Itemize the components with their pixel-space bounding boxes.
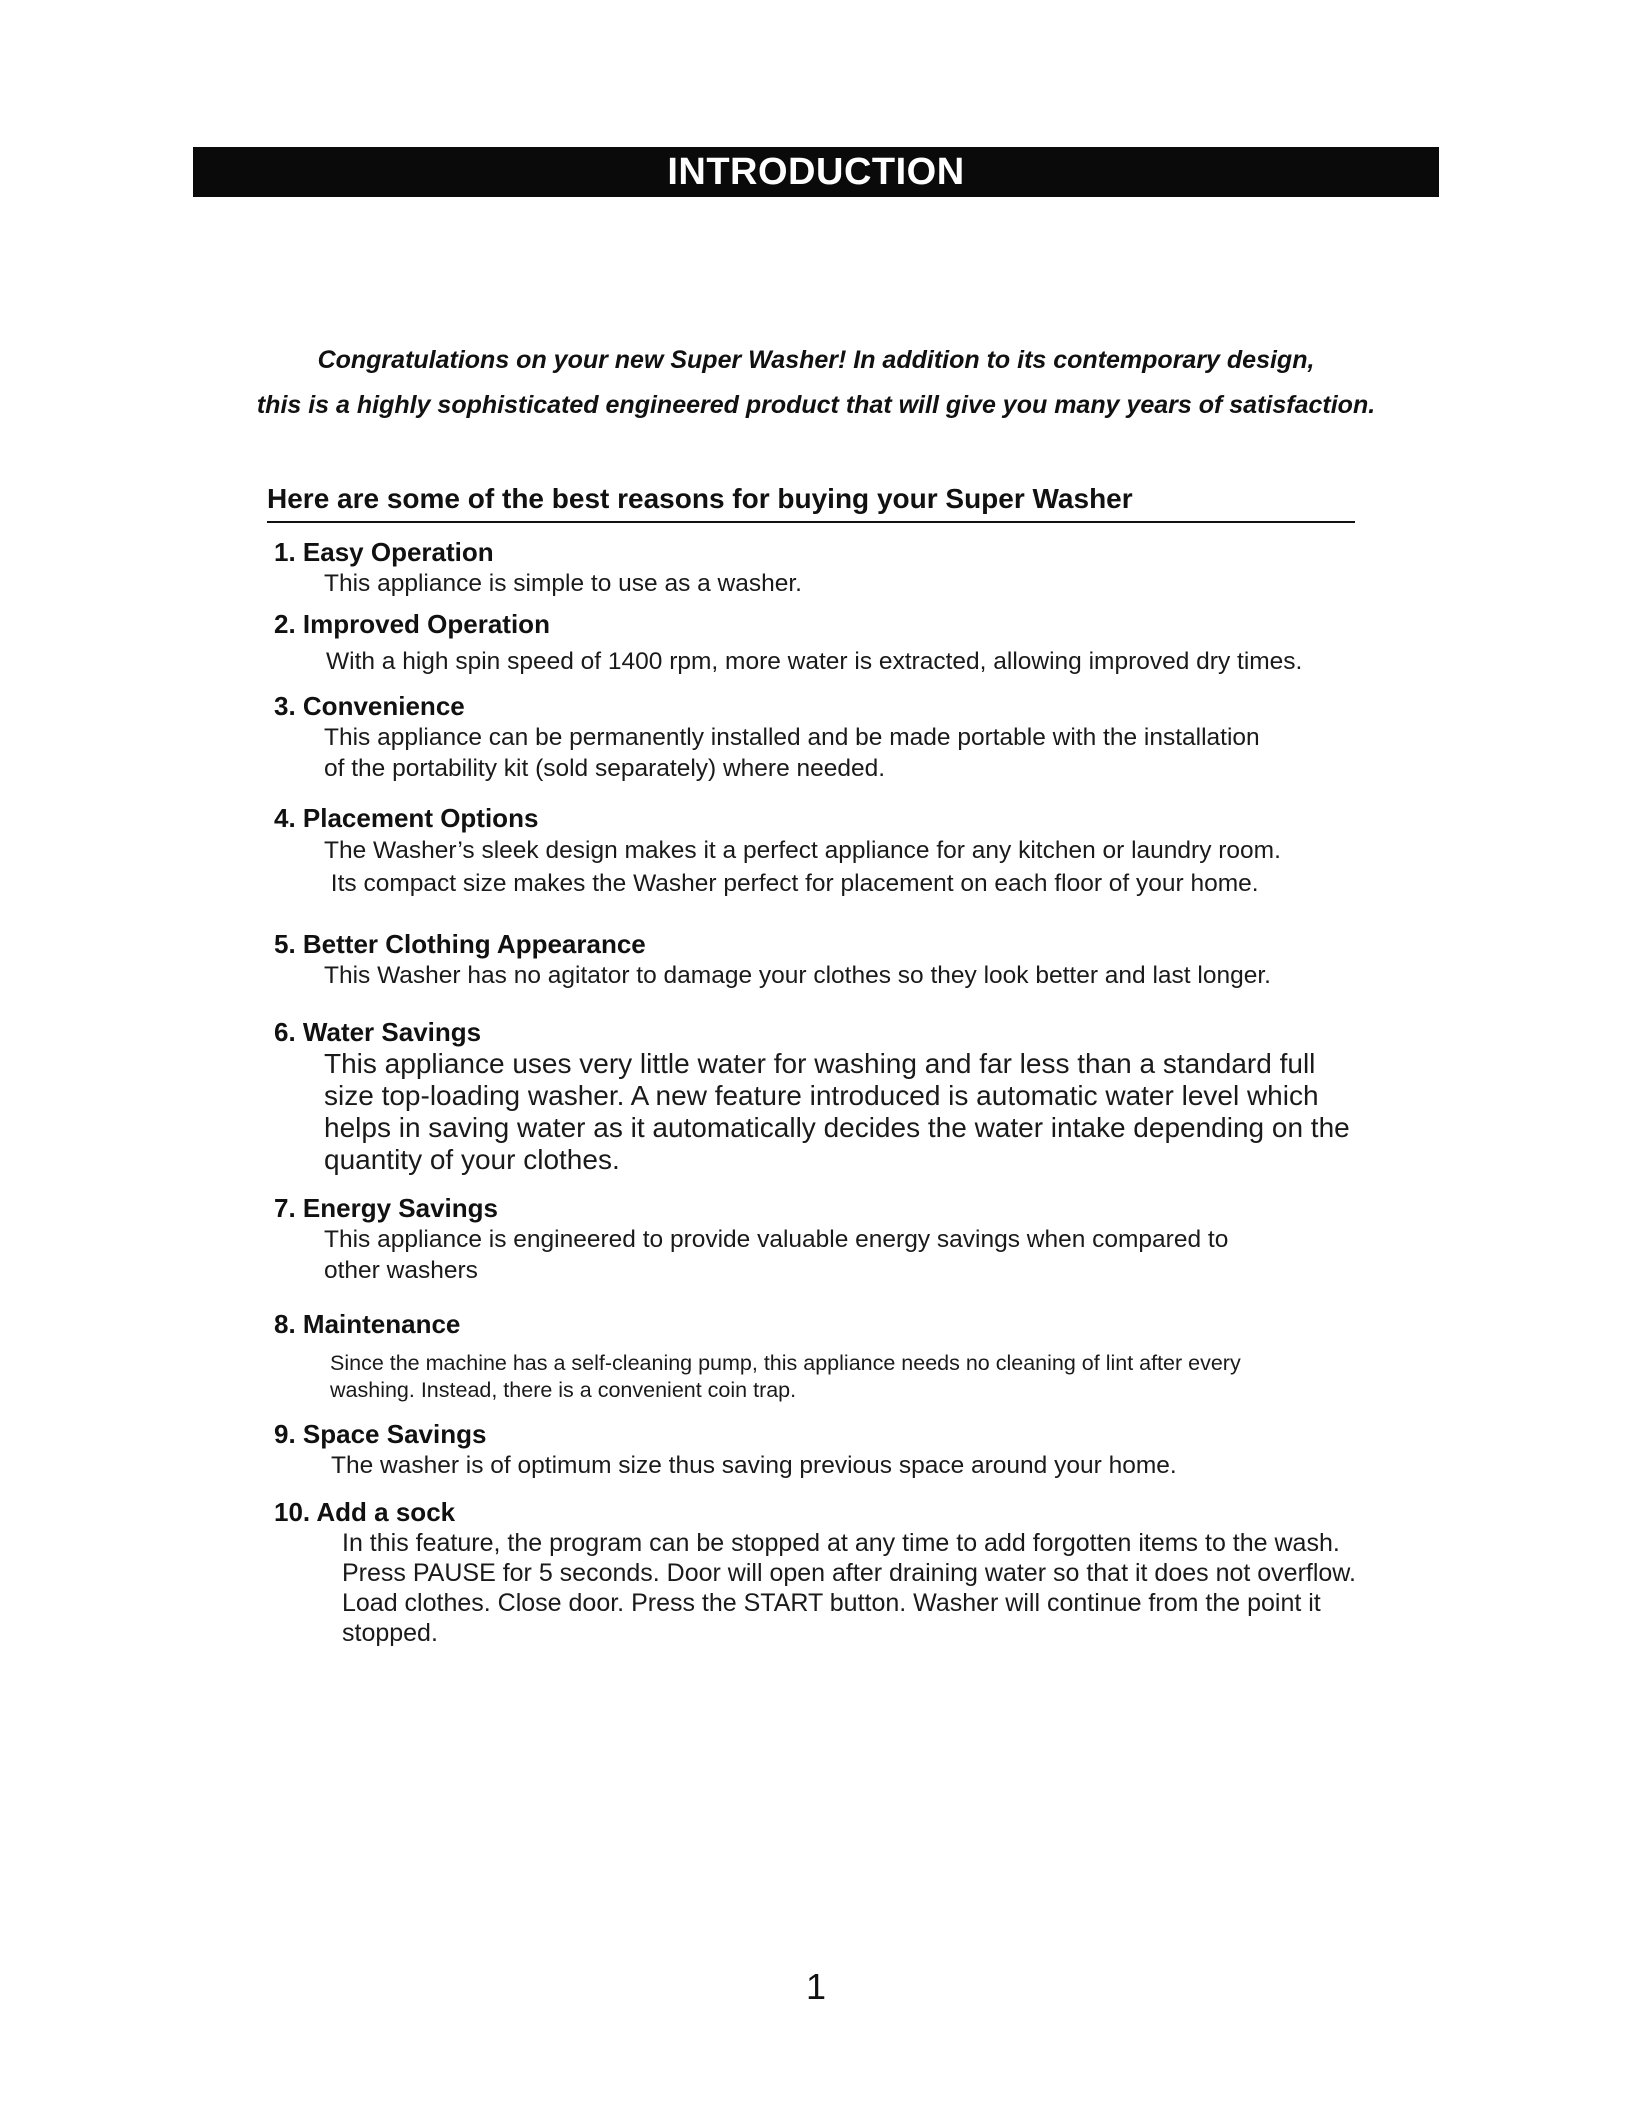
- reason-line: washing. Instead, there is a convenient coin trap.: [330, 1378, 797, 1402]
- reason-line: Its compact size makes the Washer perfect for placement on each floor of your home.: [324, 870, 1259, 897]
- reason-title: 8. Maintenance: [274, 1309, 461, 1339]
- reason-item-energy-savings: [274, 1192, 1228, 1286]
- reason-title: 10. Add a sock: [274, 1497, 456, 1527]
- reason-line: quantity of your clothes.: [324, 1144, 620, 1175]
- reason-description: [330, 1350, 1350, 1404]
- reason-line: This appliance is simple to use as a washer.: [324, 570, 802, 597]
- reason-title: 2. Improved Operation: [274, 609, 550, 639]
- reason-line: This appliance uses very little water for washing and far less than a standard full: [324, 1048, 1316, 1079]
- intro-line: Congratulations on your new Super Washer! In addition to its contemporary design,: [317, 346, 1315, 374]
- reason-line: of the portability kit (sold separately) where needed.: [324, 755, 886, 782]
- reason-title: 6. Water Savings: [274, 1017, 482, 1047]
- reason-description: [324, 568, 802, 599]
- reason-title: 5. Better Clothing Appearance: [274, 929, 646, 959]
- reason-line: This Washer has no agitator to damage your clothes so they look better and last longer.: [324, 962, 1271, 989]
- reason-description: [324, 960, 1271, 991]
- reason-description: [324, 834, 1281, 900]
- reason-title: 7. Energy Savings: [274, 1193, 498, 1223]
- reason-description: [324, 722, 1260, 784]
- reason-title: 3. Convenience: [274, 691, 465, 721]
- reason-line: other washers: [324, 1257, 478, 1284]
- reason-line: With a high spin speed of 1400 rpm, more water is extracted, allowing improved dry times.: [326, 648, 1303, 675]
- reason-item-clothing-appearance: [274, 928, 1271, 991]
- reason-description: [326, 646, 1302, 677]
- reason-item-water-savings: [274, 1016, 1356, 1176]
- reason-item-improved-operation: [274, 608, 1302, 677]
- reason-line: size top-loading washer. A new feature introduced is automatic water level which: [324, 1080, 1319, 1111]
- reason-description: [324, 1224, 1228, 1286]
- reasons-heading: Here are some of the best reasons for buying your Super Washer: [267, 479, 1355, 523]
- reason-description: [342, 1528, 1356, 1648]
- reason-description: [331, 1450, 1177, 1481]
- reason-line: This appliance can be permanently installed and be made portable with the installation: [324, 724, 1260, 751]
- reason-title: 4. Placement Options: [274, 803, 539, 833]
- reason-item-maintenance: [274, 1308, 1350, 1404]
- reason-description: [324, 1048, 1356, 1176]
- reason-item-add-a-sock: [274, 1496, 1356, 1648]
- reason-title: 9. Space Savings: [274, 1419, 487, 1449]
- reason-line: In this feature, the program can be stopped at any time to add forgotten items to the wash.: [342, 1529, 1340, 1557]
- reason-item-convenience: [274, 690, 1260, 784]
- reason-line: helps in saving water as it automatically decides the water intake depending on the: [324, 1112, 1350, 1143]
- reason-item-space-savings: [274, 1418, 1177, 1481]
- reason-line: The washer is of optimum size thus saving previous space around your home.: [331, 1452, 1177, 1479]
- intro-line: this is a highly sophisticated engineered product that will give you many years of satisfaction.: [256, 391, 1376, 419]
- reason-item-placement-options: [274, 802, 1281, 900]
- reason-line: Since the machine has a self-cleaning pump, this appliance needs no cleaning of lint after every: [330, 1351, 1241, 1375]
- reason-line: stopped.: [342, 1619, 438, 1647]
- reason-line: This appliance is engineered to provide valuable energy savings when compared to: [324, 1226, 1229, 1253]
- reason-line: Load clothes. Close door. Press the START button. Washer will continue from the point it: [342, 1589, 1321, 1617]
- section-title-bar: INTRODUCTION: [193, 147, 1439, 197]
- reason-title: 1. Easy Operation: [274, 537, 494, 567]
- reason-line: Press PAUSE for 5 seconds. Door will open after draining water so that it does not overflow.: [342, 1559, 1356, 1587]
- reason-line: The Washer’s sleek design makes it a perfect appliance for any kitchen or laundry room.: [324, 837, 1281, 864]
- reason-item-easy-operation: [274, 536, 802, 599]
- page-number: 1: [805, 1966, 827, 2007]
- intro-paragraph: [180, 338, 1452, 428]
